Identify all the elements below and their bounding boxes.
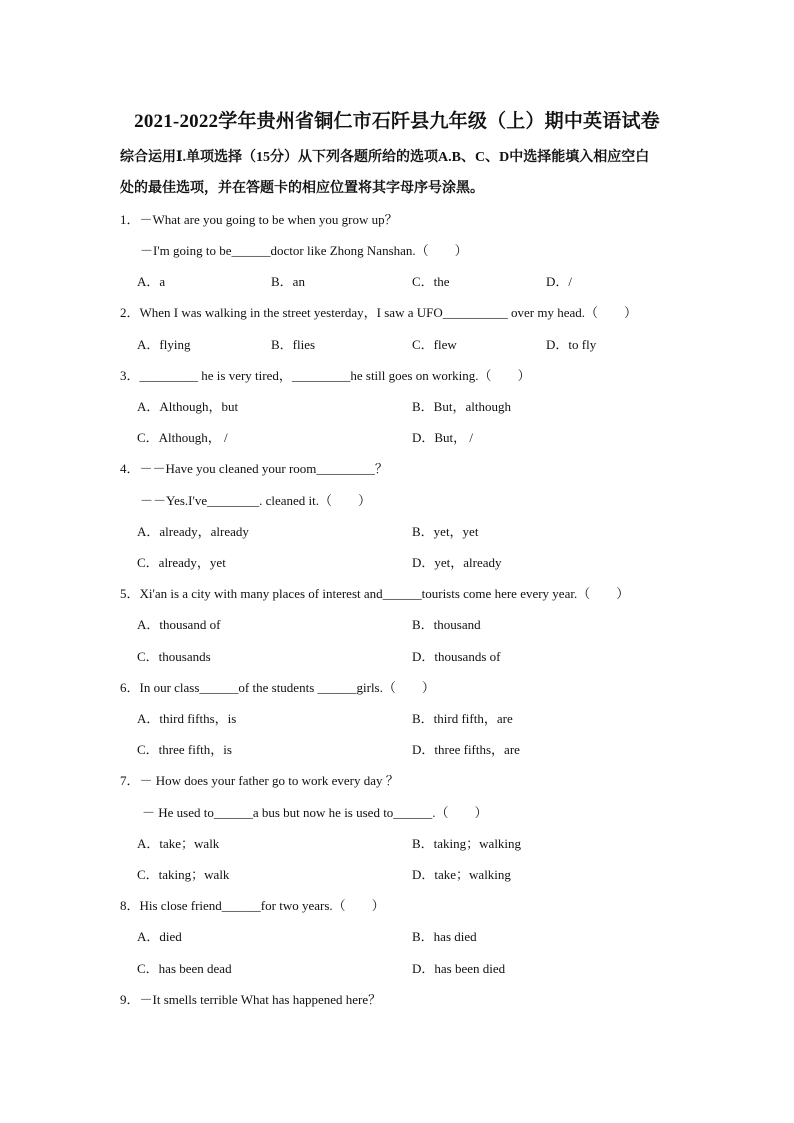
- question-1-option-c[interactable]: C．the: [412, 274, 450, 289]
- question-7-option-c[interactable]: C．taking；walk: [137, 867, 230, 882]
- question-6-option-c[interactable]: C．three fifth，is: [137, 742, 232, 757]
- question-4-option-b[interactable]: B．yet，yet: [412, 524, 479, 539]
- question-8-option-a[interactable]: A．died: [137, 929, 182, 944]
- question-8-option-d[interactable]: D．has been died: [412, 961, 506, 976]
- question-3-option-b[interactable]: B．But，although: [412, 399, 511, 414]
- question-1-option-d[interactable]: D．/: [546, 274, 573, 289]
- question-6-option-d[interactable]: D．three fifths，are: [412, 742, 520, 757]
- question-4-option-d[interactable]: D．yet，already: [412, 555, 502, 570]
- question-3-option-c[interactable]: C．Although， /: [137, 430, 228, 445]
- question-1-option-a[interactable]: A．a: [137, 274, 166, 289]
- question-5-option-a[interactable]: A．thousand of: [137, 617, 221, 632]
- question-7-option-b[interactable]: B．taking；walking: [412, 836, 522, 851]
- question-7-option-a[interactable]: A．take；walk: [137, 836, 220, 851]
- question-2-option-b[interactable]: B．flies: [271, 337, 316, 352]
- question-8-option-c[interactable]: C．has been dead: [137, 961, 232, 976]
- question-3-option-d[interactable]: D．But， /: [412, 430, 474, 445]
- question-5-option-c[interactable]: C．thousands: [137, 649, 211, 664]
- section-instruction-line-2: 处的最佳选项，并在答题卡的相应位置将其字母序号涂黑。: [120, 181, 484, 196]
- question-5-stem: 5．Xi'an is a city with many places of interest and______tourists come here every year.（ ）: [120, 586, 630, 601]
- question-4-option-a[interactable]: A．already，already: [137, 524, 249, 539]
- question-2-stem: 2．When I was walking in the street yesterday，I saw a UFO__________ over my head.（ ）: [120, 305, 637, 320]
- question-1-reply: －I'm going to be______doctor like Zhong Nanshan.（ ）: [140, 243, 468, 258]
- question-6-stem: 6．In our class______of the students ______girls.（ ）: [120, 680, 435, 695]
- question-7-option-d[interactable]: D．take；walking: [412, 867, 511, 882]
- question-4-stem: 4．－－Have you cleaned your room_________？: [120, 461, 388, 476]
- question-8-option-b[interactable]: B．has died: [412, 929, 477, 944]
- question-6-option-b[interactable]: B．third fifth，are: [412, 711, 513, 726]
- question-5-option-d[interactable]: D．thousands of: [412, 649, 501, 664]
- question-3-option-a[interactable]: A．Although，but: [137, 399, 239, 414]
- question-8-stem: 8．His close friend______for two years.（ ）: [120, 898, 385, 913]
- question-1-option-b[interactable]: B．an: [271, 274, 305, 289]
- question-7-stem: 7．－ How does your father go to work every day ？: [120, 773, 399, 788]
- question-9-stem: 9．－It smells terrible What has happened here？: [120, 992, 382, 1007]
- page-title: 2021-2022学年贵州省铜仁市石阡县九年级（上）期中英语试卷: [134, 111, 660, 132]
- question-6-option-a[interactable]: A．third fifths，is: [137, 711, 237, 726]
- question-5-option-b[interactable]: B．thousand: [412, 617, 481, 632]
- question-2-option-d[interactable]: D．to fly: [546, 337, 597, 352]
- question-2-option-a[interactable]: A．flying: [137, 337, 191, 352]
- question-4-option-c[interactable]: C．already，yet: [137, 555, 226, 570]
- question-2-option-c[interactable]: C．flew: [412, 337, 457, 352]
- question-1-stem: 1．－What are you going to be when you grow up？: [120, 212, 398, 227]
- question-4-reply: －－Yes.I've________. cleaned it.（ ）: [140, 493, 372, 508]
- question-3-stem: 3．_________ he is very tired，_________he still goes on working.（ ）: [120, 368, 531, 383]
- section-instruction-line-1: 综合运用Ⅰ.单项选择（15分）从下列各题所给的选项A.B、C、D中选择能填入相应空白: [120, 150, 650, 165]
- question-7-reply: － He used to______a bus but now he is used to______.（ ）: [142, 805, 488, 820]
